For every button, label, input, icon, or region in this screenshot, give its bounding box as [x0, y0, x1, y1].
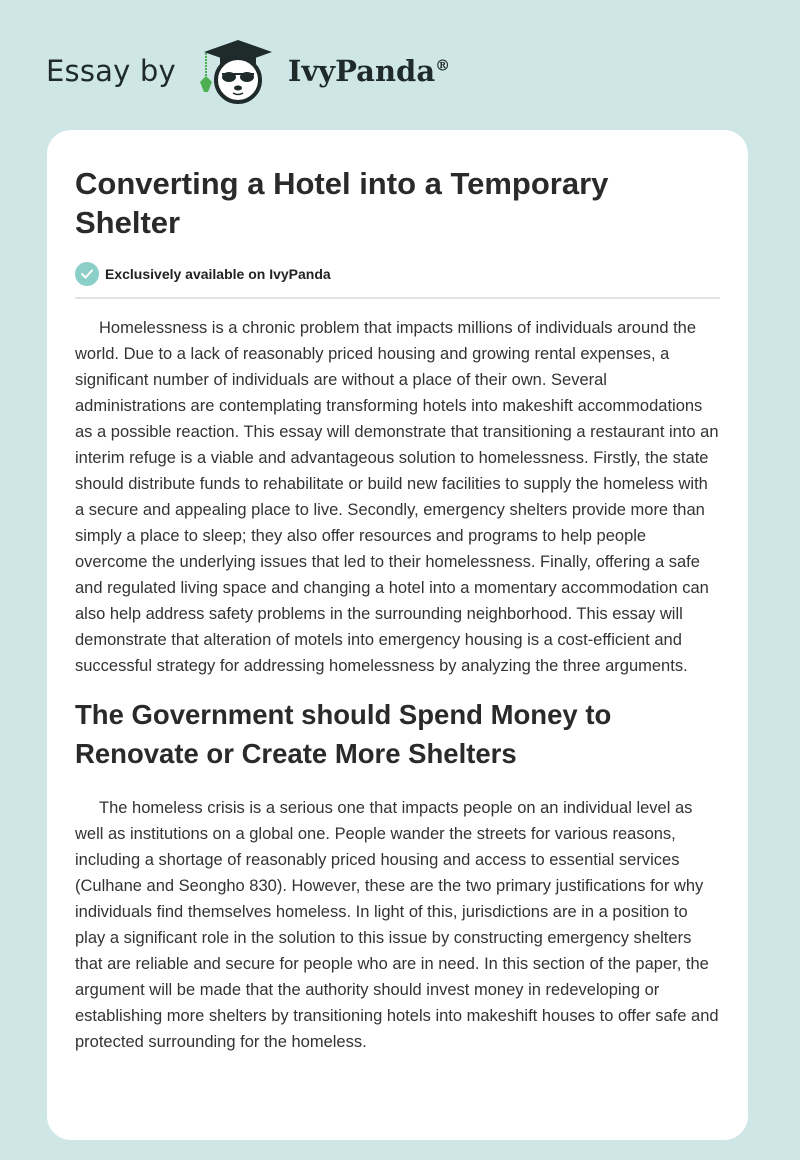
badge-label: Exclusively available on IvyPanda — [105, 266, 331, 282]
exclusive-badge — [75, 262, 720, 286]
check-icon — [75, 262, 99, 286]
essay-card — [47, 130, 748, 1140]
ivypanda-logo-icon[interactable] — [194, 36, 284, 106]
essay-by-label: Essay by — [46, 54, 176, 88]
intro-paragraph: Homelessness is a chronic problem that impacts millions of individuals around the world. Due to a lack of reasonably priced housing and growing rental expenses, a significant number of individuals are without a place of their own. Several administrations are contemplating transforming hotels into makeshift accommodations as a possible reaction. This essay will demonstrate that transitioning a restaurant into an interim refuge is a viable and advantageous solution to homelessness. Firstly, the state should distribute funds to rehabilitate or build new facilities to supply the homeless with a secure and appealing place to live. Secondly, emergency shelters provide more than simply a place to sleep; they also offer resources and programs to help people overcome the underlying issues that led to their homelessness. Finally, offering a safe and regulated living space and changing a hotel into a momentary accommodation can also help address safety problems in the surrounding neighborhood. This essay will demonstrate that alteration of motels into emergency housing is a cost-efficient and successful strategy for addressing homelessness by analyzing the three arguments. — [75, 319, 719, 675]
section-heading: The Government should Spend Money to Renovate or Create More Shelters — [75, 699, 612, 769]
site-header — [46, 36, 450, 106]
registered-mark: ® — [435, 56, 451, 75]
brand-name[interactable] — [288, 54, 450, 88]
brand-text: IvyPanda — [287, 54, 436, 88]
section-paragraph: The homeless crisis is a serious one that impacts people on an individual level as well as institutions on a global one. People wander the streets for various reasons, including a shortage of reasonably priced housing and access to essential services (Culhane and Seongho 830). However, these are the two primary justifications for why individuals find themselves homeless. In light of this, jurisdictions are in a position to play a significant role in the solution to this issue by constructing emergency shelters that are reliable and secure for people who are in need. In this section of the paper, the argument will be made that the authority should invest money in redeveloping or establishing more shelters by transitioning hotels into makeshift houses to offer safe and protected surrounding for the homeless. — [75, 799, 719, 1051]
section-government-spending — [75, 695, 720, 1055]
page-title: Converting a Hotel into a Temporary Shelter — [75, 166, 609, 240]
divider — [75, 297, 720, 299]
